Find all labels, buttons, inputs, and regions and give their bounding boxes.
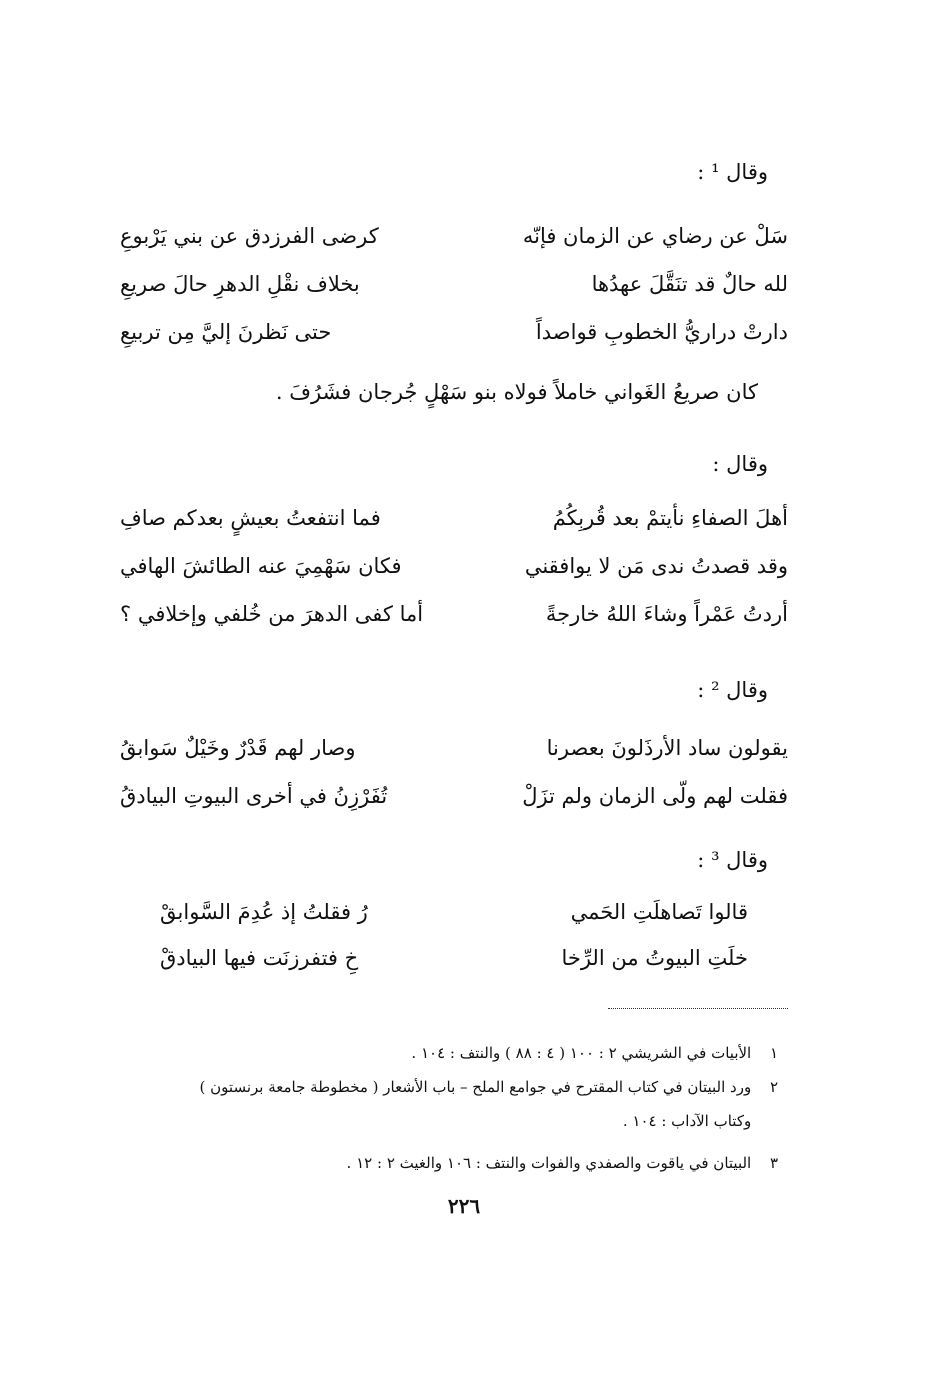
prose-paragraph: كان صريعُ الغَواني خاملاً فولاه بنو سَهْلٍ جُرجان فشَرُفَ .: [275, 380, 758, 404]
verse-line: [120, 730, 788, 766]
verse-line: [120, 940, 788, 976]
verse-first-hemistich: يقولون ساد الأرذَلونَ بعصرنا: [546, 736, 788, 760]
verse-line: [120, 778, 788, 814]
verse-first-hemistich: سَلْ عن رضاي عن الزمان فإنّه: [522, 224, 788, 248]
footnote-text: الأبيات في الشريشي ٢ : ١٠٠ ( ٤ : ٨٨ ) والنتف : ١٠٤ .: [411, 1044, 752, 1062]
verse-second-hemistich: وصار لهم قَدْرٌ وخَيْلٌ سَوابقُ: [120, 736, 356, 760]
footnote-number: ٢: [769, 1078, 778, 1096]
footnote-text: البيتان في ياقوت والصفدي والفوات والنتف : ١٠٦ والغيث ٢ : ١٢ .: [346, 1154, 752, 1172]
verse-line: [120, 218, 788, 254]
verse-second-hemistich: أما كفى الدهرَ من خُلفي وإخلافي ؟: [120, 602, 424, 626]
verse-line: [120, 266, 788, 302]
footnote-text: ورد البيتان في كتاب المقترح في جوامع الملح – باب الأشعار ( مخطوطة جامعة برنستون ): [199, 1078, 752, 1096]
section-heading: وقال :: [712, 452, 768, 476]
verse-first-hemistich: لله حالٌ قد تنَقَّلَ عهدُها: [591, 272, 788, 296]
verse-first-hemistich: أردتُ عَمْراً وشاءَ اللهُ خارجةً: [545, 602, 788, 626]
footnote: [411, 1040, 778, 1066]
verse-line: [120, 894, 788, 930]
section-heading: وقال ¹ :: [697, 160, 768, 184]
verse-first-hemistich: فقلت لهم ولّى الزمان ولم تزَلْ: [522, 784, 788, 808]
verse-second-hemistich: خِ فتفرزنَت فيها البيادقْ: [160, 946, 359, 970]
footnote: [623, 1108, 778, 1134]
verse-second-hemistich: بخلاف نقْلِ الدهرِ حالَ صريعِ: [120, 272, 360, 296]
verse-second-hemistich: كرضى الفرزدق عن بني يَرْبوعِ: [120, 224, 379, 248]
verse-first-hemistich: وقد قصدتُ ندى مَن لا يوافقني: [524, 554, 788, 578]
footnote-text: وكتاب الآداب : ١٠٤ .: [622, 1112, 752, 1130]
verse-second-hemistich: حتى نَظرنَ إليَّ مِن تربيعِ: [120, 320, 332, 344]
verse-second-hemistich: فما انتفعتُ بعيشٍ بعدكم صافِ: [120, 506, 381, 530]
verse-second-hemistich: تُفَرْزِنُ في أخرى البيوتِ البيادقُ: [120, 784, 388, 808]
verse-second-hemistich: فكان سَهْمِيَ عنه الطائشَ الهافي: [120, 554, 402, 578]
verse-first-hemistich: دارتْ دراريُّ الخطوبِ قواصداً: [535, 320, 788, 344]
page-number: ٢٢٦: [447, 1194, 481, 1218]
verse-line: [120, 596, 788, 632]
verse-first-hemistich: قالوا تَصاهلَتِ الحَمي: [570, 900, 748, 924]
footnote-number: ١: [769, 1044, 778, 1062]
footnote: [200, 1074, 778, 1100]
verse-first-hemistich: خلَتِ البيوتُ من الرِّخا: [561, 946, 748, 970]
section-heading: وقال ² :: [697, 678, 768, 702]
footnote: [347, 1150, 778, 1176]
verse-line: [120, 548, 788, 584]
verse-second-hemistich: رُ فقلتُ إذ عُدِمَ السَّوابقْ: [160, 900, 368, 924]
verse-line: [120, 500, 788, 536]
footnote-number: ٣: [769, 1154, 778, 1172]
verse-line: [120, 314, 788, 350]
verse-first-hemistich: أهلَ الصفاءِ نأيتمْ بعد قُربِكُمُ: [552, 506, 788, 530]
footnote-separator: [608, 1008, 788, 1009]
section-heading: وقال ³ :: [697, 848, 768, 872]
